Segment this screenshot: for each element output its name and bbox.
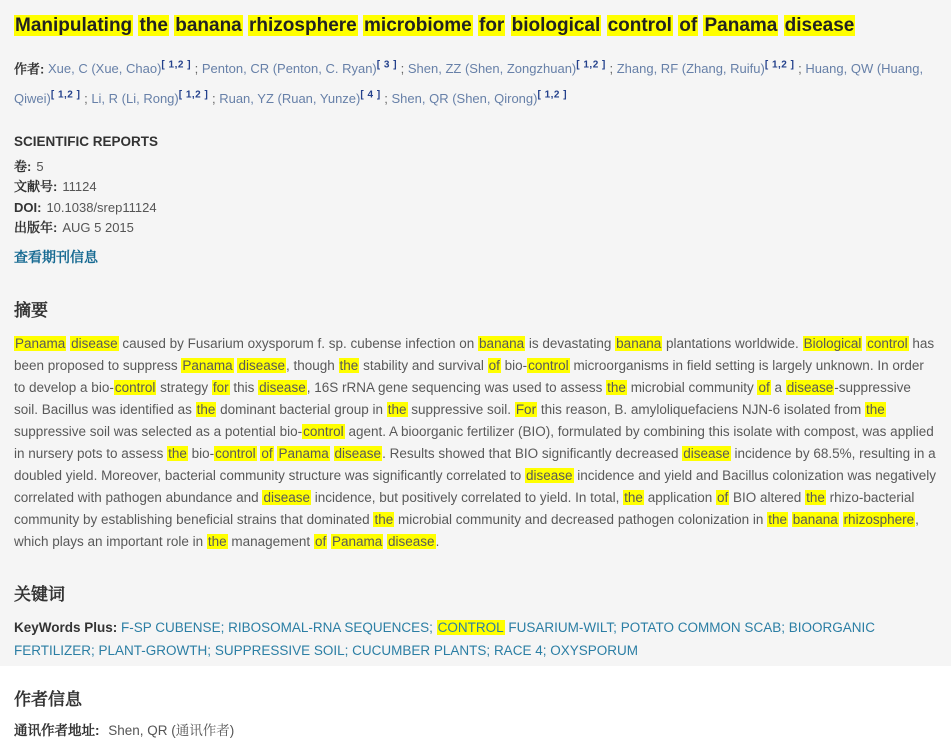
corresponding-author-line bbox=[14, 721, 938, 741]
keyword-link[interactable]: BIOORGANIC FERTILIZER bbox=[14, 619, 875, 658]
author-link[interactable]: Shen, QR (Shen, Qirong) bbox=[391, 90, 538, 106]
abstract-highlight: Panama bbox=[15, 335, 66, 351]
abstract-highlight: control bbox=[867, 335, 908, 351]
abstract-highlight: disease bbox=[71, 335, 118, 351]
journal-block bbox=[14, 134, 938, 267]
title-word-highlight: Manipulating bbox=[15, 15, 133, 36]
field-value: 10.1038/srep11124 bbox=[46, 199, 157, 215]
abstract-highlight: the bbox=[624, 489, 643, 505]
author-link[interactable]: Huang, QW (Huang, Qiwei) bbox=[14, 61, 924, 106]
authors-line bbox=[14, 53, 938, 112]
keyword-link[interactable]: RIBOSOMAL-RNA SEQUENCES bbox=[228, 619, 430, 635]
abstract-highlight: the bbox=[374, 511, 394, 527]
field-label: 卷: bbox=[14, 158, 32, 174]
author-superscript: [ 3 ] bbox=[376, 60, 398, 71]
author-superscript: [ 1,2 ] bbox=[50, 89, 81, 101]
keyword-link[interactable]: CONTROL FUSARIUM-WILT bbox=[437, 619, 614, 635]
abstract-highlight: disease bbox=[263, 489, 310, 505]
abstract-highlight: of bbox=[758, 379, 770, 395]
address-value: Shen, QR (通讯作者) bbox=[108, 722, 235, 738]
keyword-separator: ; bbox=[207, 642, 215, 658]
abstract-highlight: of bbox=[314, 533, 327, 549]
title-word-highlight: Panama bbox=[704, 15, 778, 36]
keyword-link[interactable]: RACE 4 bbox=[493, 642, 543, 658]
author-link[interactable]: Shen, ZZ (Shen, Zongzhuan) bbox=[407, 61, 577, 77]
keyword-link[interactable]: F-SP CUBENSE bbox=[121, 619, 221, 635]
title-word-highlight: rhizosphere bbox=[249, 15, 357, 36]
field-label: DOI: bbox=[14, 199, 42, 215]
authors-list bbox=[14, 61, 923, 105]
field-value: AUG 5 2015 bbox=[62, 220, 134, 236]
abstract-highlight: the bbox=[168, 445, 187, 461]
abstract-highlight: control bbox=[114, 379, 156, 395]
abstract-text: Panama disease caused by Fusarium oxysporum f. sp. cubense infection on banana is devastating banana plantations worldwide. Biological control has been proposed to suppress Panama disease, though the stability and survival of bio-control microorganisms in field setting is largely unknown. In order to develop a bio-control strategy for this disease, 16S rRNA gene sequencing was used to assess the microbial community of a disease-suppressive soil. Bacillus was identified as the dominant bacterial group in the suppressive soil. For this reason, B. amyloliquefaciens NJN-6 isolated from the suppressive soil was selected as a potential bio-control agent. A bioorganic fertilizer (BIO), formulated by combining this isolate with compost, was applied in nursery pots to assess the bio-control of Panama disease. Results showed that BIO significantly decreased disease incidence by 68.5%, resulting in a doubled yield. Moreover, bacterial community structure was significantly correlated to disease incidence and yield and Bacillus colonization was negatively correlated with pathogen abundance and disease incidence, but positively correlated to yield. In total, the application of BIO altered the rhizo-bacterial community by establishing beneficial strains that dominated the microbial community and decreased pathogen colonization in the banana rhizosphere, which plays an important role in the management of Panama disease. bbox=[14, 335, 937, 549]
view-journal-info-link[interactable]: 查看期刊信息 bbox=[14, 248, 98, 265]
field-value: 11124 bbox=[62, 179, 97, 195]
keywords-list bbox=[14, 620, 875, 658]
title-word-highlight: control bbox=[607, 15, 672, 36]
abstract-highlight: the bbox=[865, 401, 885, 417]
keyword-link[interactable]: SUPPRESSIVE SOIL bbox=[214, 642, 345, 658]
keywords-plus-label: KeyWords Plus: bbox=[14, 619, 118, 635]
title-word-highlight: the bbox=[139, 15, 168, 36]
keyword-highlight: CONTROL bbox=[437, 619, 504, 635]
abstract-highlight: disease bbox=[334, 445, 382, 461]
abstract-highlight: banana bbox=[792, 511, 838, 527]
author-superscript: [ 1,2 ] bbox=[576, 60, 606, 71]
keyword-separator: ; bbox=[542, 642, 551, 658]
abstract-highlight: the bbox=[196, 401, 216, 417]
author-superscript: [ 1,2 ] bbox=[537, 89, 568, 101]
keywords-heading: 关键词 bbox=[14, 584, 65, 604]
author-link[interactable]: Zhang, RF (Zhang, Ruifu) bbox=[616, 61, 765, 77]
abstract-highlight: the bbox=[387, 401, 407, 417]
field-label: 文献号: bbox=[14, 179, 58, 195]
author-separator: ; bbox=[397, 61, 408, 77]
page-title bbox=[14, 14, 938, 38]
author-superscript: [ 4 ] bbox=[360, 89, 381, 101]
abstract-heading: 摘要 bbox=[14, 300, 48, 320]
journal-field-line bbox=[14, 198, 938, 219]
title-word-highlight: disease bbox=[784, 15, 855, 36]
abstract-highlight: Panama bbox=[278, 445, 329, 461]
journal-name: SCIENTIFIC REPORTS bbox=[14, 133, 159, 149]
abstract-highlight: the bbox=[607, 379, 626, 395]
abstract-highlight: the bbox=[339, 357, 359, 373]
abstract-highlight: the bbox=[207, 533, 227, 549]
abstract-highlight: of bbox=[717, 489, 729, 505]
journal-fields bbox=[14, 157, 938, 239]
field-label: 出版年: bbox=[14, 220, 58, 236]
abstract-highlight: Panama bbox=[182, 357, 233, 373]
abstract-highlight: disease bbox=[786, 379, 834, 395]
address-label: 通讯作者地址: bbox=[14, 722, 100, 738]
field-value: 5 bbox=[36, 158, 44, 174]
abstract-highlight: control bbox=[303, 423, 344, 439]
author-superscript: [ 1,2 ] bbox=[161, 60, 192, 71]
authors-label: 作者: bbox=[14, 61, 45, 77]
abstract-highlight: control bbox=[215, 445, 256, 461]
abstract-highlight: rhizosphere bbox=[843, 511, 915, 527]
abstract-highlight: disease bbox=[238, 357, 285, 373]
journal-field-line bbox=[14, 218, 938, 239]
author-separator: ; bbox=[380, 90, 392, 106]
keyword-separator: ; bbox=[344, 642, 353, 658]
abstract-highlight: the bbox=[806, 489, 825, 505]
keyword-separator: ; bbox=[220, 619, 229, 635]
title-word-highlight: of bbox=[679, 15, 698, 36]
keyword-link[interactable]: OXYSPORUM bbox=[550, 642, 638, 658]
author-separator: ; bbox=[208, 90, 220, 106]
abstract-highlight: control bbox=[528, 357, 569, 373]
abstract-highlight: the bbox=[768, 511, 787, 527]
abstract-highlight: disease bbox=[683, 445, 730, 461]
title-word-highlight: microbiome bbox=[364, 15, 472, 36]
author-link[interactable]: Li, R (Li, Rong) bbox=[91, 90, 179, 106]
keyword-separator: ; bbox=[429, 619, 437, 635]
keyword-link[interactable]: PLANT-GROWTH bbox=[98, 642, 208, 658]
abstract-highlight: for bbox=[212, 379, 229, 395]
keyword-separator: ; bbox=[613, 619, 621, 635]
keyword-separator: ; bbox=[91, 642, 99, 658]
keyword-separator: ; bbox=[781, 619, 789, 635]
abstract-highlight: disease bbox=[525, 467, 573, 483]
abstract-highlight: Panama bbox=[331, 533, 383, 549]
title-word-highlight: biological bbox=[511, 15, 601, 36]
keyword-link[interactable]: POTATO COMMON SCAB bbox=[620, 619, 782, 635]
keywords-line bbox=[14, 616, 938, 662]
abstract-highlight: of bbox=[488, 357, 500, 373]
abstract-highlight: disease bbox=[388, 533, 435, 549]
abstract-highlight: banana bbox=[616, 335, 662, 351]
author-separator: ; bbox=[605, 61, 617, 77]
journal-field-line bbox=[14, 177, 938, 198]
title-word-highlight: banana bbox=[175, 15, 242, 36]
author-link[interactable]: Ruan, YZ (Ruan, Yunze) bbox=[219, 90, 361, 106]
author-separator: ; bbox=[191, 61, 202, 77]
abstract-highlight: of bbox=[261, 445, 273, 461]
title-word-highlight: for bbox=[479, 15, 505, 36]
abstract-highlight: For bbox=[515, 401, 537, 417]
abstract-highlight: disease bbox=[259, 379, 306, 395]
abstract-highlight: banana bbox=[479, 335, 525, 351]
author-superscript: [ 1,2 ] bbox=[764, 60, 795, 71]
author-link[interactable]: Penton, CR (Penton, C. Ryan) bbox=[201, 61, 377, 77]
author-link[interactable]: Xue, C (Xue, Chao) bbox=[47, 61, 162, 77]
abstract-highlight: Biological bbox=[803, 335, 862, 351]
author-info-heading: 作者信息 bbox=[14, 689, 82, 709]
author-separator: ; bbox=[794, 61, 806, 77]
keyword-link[interactable]: CUCUMBER PLANTS bbox=[352, 642, 487, 658]
keyword-separator: ; bbox=[486, 642, 494, 658]
journal-field-line bbox=[14, 157, 938, 178]
author-superscript: [ 1,2 ] bbox=[178, 89, 209, 101]
author-separator: ; bbox=[80, 90, 92, 106]
